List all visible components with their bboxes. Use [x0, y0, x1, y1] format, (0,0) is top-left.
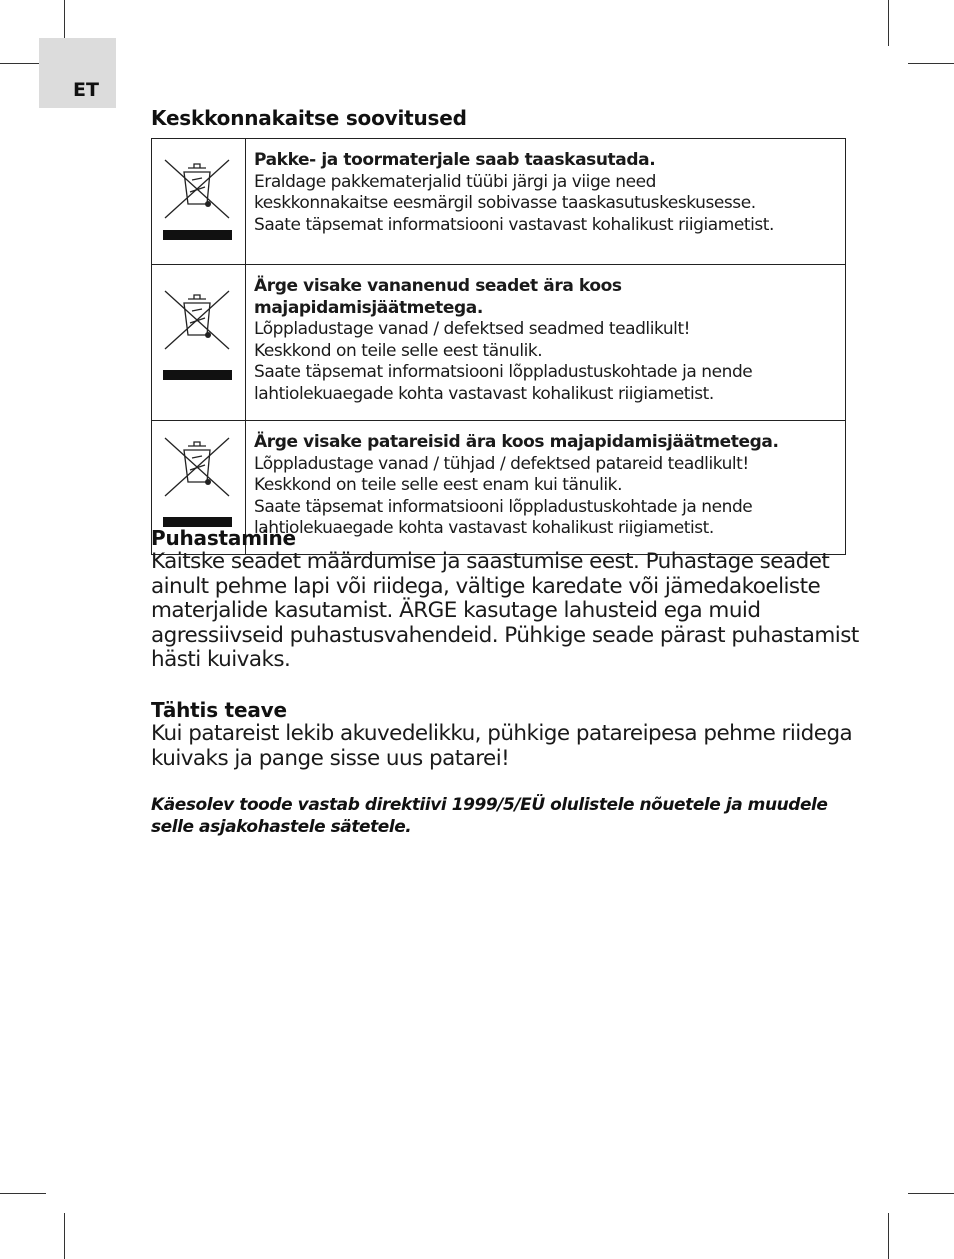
crossed-out-wheelie-bin-icon — [161, 434, 233, 498]
disposal-text — [246, 139, 846, 265]
disposal-line: Saate täpsemat informatsiooni lõppladustuskohtade ja nende — [254, 496, 753, 517]
crossed-out-wheelie-bin-icon — [161, 156, 233, 220]
bin-underline-bar — [163, 230, 232, 240]
crop-mark — [888, 1213, 889, 1259]
environment-title: Keskkonnakaitse soovitused — [151, 106, 467, 130]
language-tab — [39, 38, 116, 108]
crossed-out-wheelie-bin-icon — [161, 287, 233, 351]
disposal-text — [246, 421, 846, 555]
compliance-notice — [151, 795, 851, 838]
compliance-line: Käesolev toode vastab direktiivi 1999/5/EÜ olulistele nõuetele ja muudele — [151, 795, 828, 815]
disposal-line: keskkonnakaitse eesmärgil sobivasse taaskasutuskeskusesse. — [254, 193, 756, 213]
cleaning-line: materjalide kasutamist. ÄRGE kasutage lahusteid ega muid — [151, 598, 761, 623]
disposal-line: Lõppladustage vanad / tühjad / defektsed patareid teadlikult! — [254, 453, 749, 474]
disposal-line: lahtiolekuaegade kohta vastavast kohalikust riigiametist. — [254, 518, 714, 538]
cleaning-line: agressiivseid puhastusvahendeid. Pühkige seade pärast puhastamist — [151, 622, 859, 648]
disposal-line: lahtiolekuaegade kohta vastavast kohalikust riigiametist. — [254, 383, 714, 404]
disposal-line: Saate täpsemat informatsiooni lõppladustuskohtade ja nende — [254, 362, 753, 382]
disposal-line: Keskkond on teile selle eest enam kui tänulik. — [254, 475, 623, 495]
important-line: kuivaks ja pange sisse uus patarei! — [151, 745, 510, 771]
cleaning-text — [151, 549, 859, 673]
disposal-line: Eraldage pakkematerjalid tüübi järgi ja viige need — [254, 171, 656, 192]
disposal-line: Keskkond on teile selle eest tänulik. — [254, 340, 543, 361]
disposal-row — [152, 139, 846, 265]
disposal-line: Lõppladustage vanad / defektsed seadmed teadlikult! — [254, 319, 691, 339]
cleaning-line: Kaitske seadet määrdumise ja saastumise eest. Puhastage seadet — [151, 549, 830, 574]
disposal-text — [246, 265, 846, 421]
cleaning-line: hästi kuivaks. — [151, 647, 291, 672]
icon-cell — [152, 139, 246, 265]
crop-mark — [908, 63, 954, 64]
icon-cell — [152, 265, 246, 421]
important-line: Kui patareist lekib akuvedelikku, pühkige patareipesa pehme riidega — [151, 721, 853, 746]
disposal-row — [152, 265, 846, 421]
disposal-heading: Ärge visake patareisid ära koos majapidamisjäätmetega. — [254, 432, 779, 452]
crop-mark — [908, 1193, 954, 1194]
bin-underline-bar — [163, 370, 232, 380]
disposal-heading: majapidamisjäätmetega. — [254, 297, 483, 318]
disposal-line: Saate täpsemat informatsiooni vastavast kohalikust riigiametist. — [254, 214, 774, 235]
crop-mark — [64, 1213, 65, 1259]
cleaning-line: ainult pehme lapi või riidega, vältige karedate või jämedakoeliste — [151, 573, 821, 599]
important-title: Tähtis teave — [151, 698, 287, 722]
disposal-heading: Pakke- ja toormaterjale saab taaskasutada. — [254, 150, 656, 170]
important-text — [151, 722, 851, 771]
language-code: ET — [73, 79, 99, 101]
disposal-heading: Ärge visake vananenud seadet ära koos — [254, 276, 622, 296]
cleaning-title: Puhastamine — [151, 526, 296, 550]
crop-mark — [888, 0, 889, 46]
compliance-line: selle asjakohastele sätetele. — [151, 816, 412, 837]
crop-mark — [0, 1193, 46, 1194]
disposal-table — [151, 138, 846, 555]
